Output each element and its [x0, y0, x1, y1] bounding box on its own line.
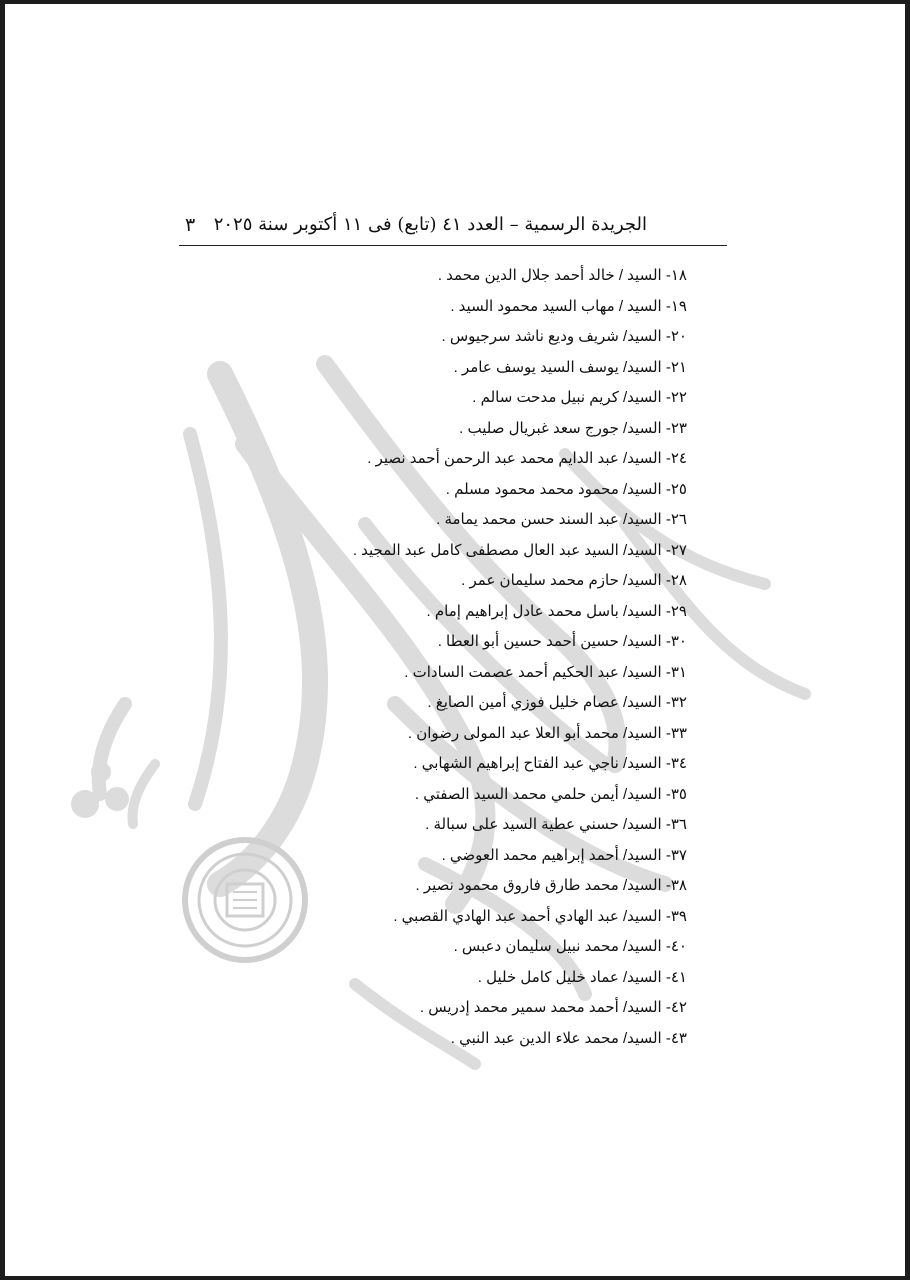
list-item: ٤٢- السيد/ أحمد محمد سمير محمد إدريس .	[419, 999, 687, 1016]
list-item: ١٨- السيد / خالد أحمد جلال الدين محمد .	[437, 267, 687, 284]
list-item: ٣٠- السيد/ حسين أحمد حسين أبو العطا .	[437, 633, 687, 650]
watermark-stroke	[99, 704, 125, 794]
watermark-stroke	[220, 374, 315, 884]
list-item: ٢٥- السيد/ محمود محمد محمود مسلم .	[445, 480, 687, 498]
list-item: ٢٠- السيد/ شريف وديع ناشد سرجيوس .	[441, 328, 687, 345]
list-item: ٤١- السيد/ عماد خليل كامل خليل .	[477, 968, 687, 986]
list-item: ٢١- السيد/ يوسف السيد يوسف عامر .	[453, 358, 687, 376]
watermark-dot	[91, 762, 111, 782]
list-item: ٢٣- السيد/ جورج سعد غبريال صليب .	[459, 419, 687, 437]
list-item: ١٩- السيد / مهاب السيد محمود السيد .	[450, 297, 687, 315]
watermark-stroke	[190, 434, 221, 804]
list-item: ٣٥- السيد/ أيمن حلمي محمد السيد الصفتي .	[414, 785, 687, 803]
watermark-dot	[71, 790, 99, 818]
list-item: ٢٧- السيد/ السيد عبد العال مصطفى كامل عبد المجيد .	[352, 541, 687, 559]
list-item: ٣١- السيد/ عبد الحكيم أحمد عصمت السادات .	[404, 663, 687, 681]
list-item: ٣٤- السيد/ ناجي عبد الفتاح إبراهيم الشهابي .	[413, 755, 687, 772]
list-item: ٢٦- السيد/ عبد السند حسن محمد يمامة .	[436, 511, 687, 528]
list-item: ٣٢- السيد/ عصام خليل فوزي أمين الصايغ .	[427, 694, 687, 711]
names-list	[307, 261, 687, 1054]
list-item: ٤٠- السيد/ محمد نبيل سليمان دعبس .	[453, 938, 687, 955]
header-divider	[179, 245, 727, 246]
gazette-title: الجريدة الرسمية – العدد ٤١ (تابع) فى ١١ أكتوبر سنة ٢٠٢٥	[213, 214, 647, 235]
list-item: ٣٦- السيد/ حسني عطية السيد على سبالة .	[425, 816, 687, 833]
list-item: ٣٣- السيد/ محمد أبو العلا عبد المولى رضوان .	[407, 724, 687, 742]
page-number: ٣	[185, 214, 196, 236]
list-item: ٢٩- السيد/ باسل محمد عادل إبراهيم إمام .	[426, 602, 687, 620]
watermark-stroke	[132, 764, 155, 824]
list-item: ٤٣- السيد/ محمد علاء الدين عبد النبي .	[450, 1029, 687, 1047]
list-item: ٣٩- السيد/ عبد الهادي أحمد عبد الهادي القصبي .	[393, 907, 687, 925]
ministry-seal	[185, 840, 305, 960]
gazette-page	[5, 4, 905, 1276]
list-item: ٢٤- السيد/ عبد الدايم محمد عبد الرحمن أحمد نصير .	[367, 450, 687, 467]
page-header	[185, 212, 647, 242]
list-item: ٣٨- السيد/ محمد طارق فاروق محمود نصير .	[415, 877, 687, 894]
list-item: ٢٢- السيد/ كريم نبيل مدحت سالم .	[472, 389, 687, 406]
list-item: ٣٧- السيد/ أحمد إبراهيم محمد العوضي .	[441, 846, 687, 864]
list-item: ٢٨- السيد/ حازم محمد سليمان عمر .	[461, 572, 687, 589]
watermark-dot	[105, 787, 129, 811]
